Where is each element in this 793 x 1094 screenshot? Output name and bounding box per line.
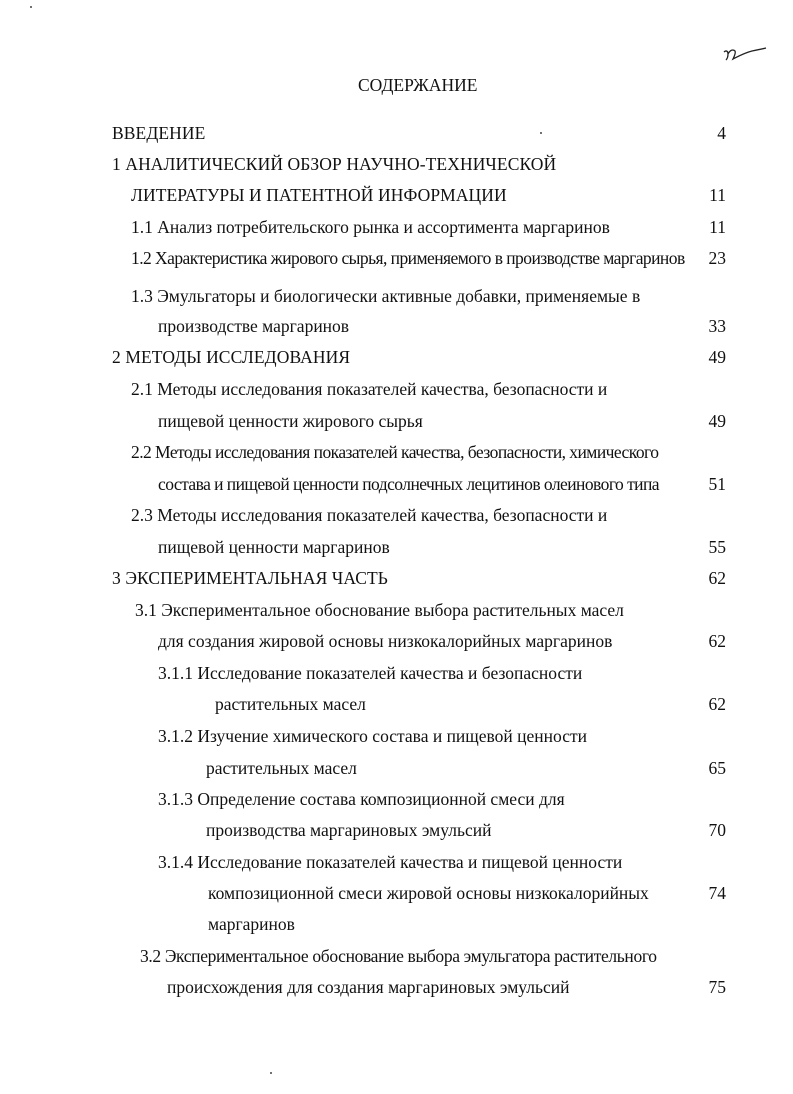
toc-entry-section-2-2-cont: состава и пищевой ценности подсолнечных лецитинов олеинового типа	[158, 474, 660, 494]
toc-page-number: 51	[708, 474, 726, 494]
toc-entry-section-3-1-3: 3.1.3 Определение состава композиционной смеси для	[158, 789, 565, 809]
toc-page-number: 65	[708, 758, 726, 778]
toc-entry-section-3-1-2: 3.1.2 Изучение химического состава и пищевой ценности	[158, 726, 588, 746]
toc-entry-section-1-3: 1.3 Эмульгаторы и биологически активные добавки, применяемые в	[131, 286, 641, 306]
toc-entry-section-3-2-cont: происхождения для создания маргариновых эмульсий	[167, 977, 570, 997]
toc-entry-section-3-1-4-cont2: маргаринов	[208, 914, 295, 934]
toc-page-number: 23	[708, 248, 726, 268]
toc-entry-chapter-1-cont: ЛИТЕРАТУРЫ И ПАТЕНТНОЙ ИНФОРМАЦИИ	[131, 185, 507, 205]
toc-entry-section-2-3-cont: пищевой ценности маргаринов	[158, 537, 390, 557]
toc-entry-section-3-1-4: 3.1.4 Исследование показателей качества и пищевой ценности	[158, 852, 623, 872]
toc-entry-section-3-1-3-cont: производства маргариновых эмульсий	[206, 820, 492, 840]
toc-entry-section-3-1-1-cont: растительных масел	[215, 694, 366, 714]
toc-page-number: 4	[717, 123, 726, 143]
toc-page-number: 70	[708, 820, 726, 840]
toc-entry-section-1-1: 1.1 Анализ потребительского рынка и ассортимента маргаринов	[131, 217, 610, 237]
toc-page-number: 49	[708, 347, 726, 367]
toc-entry-section-3-1-4-cont: композиционной смеси жировой основы низкокалорийных	[208, 883, 649, 903]
toc-entry-section-3-1-2-cont: растительных масел	[206, 758, 357, 778]
toc-page-number: 55	[708, 537, 726, 557]
toc-page-number: 62	[708, 631, 726, 651]
toc-entry-chapter-1: 1 АНАЛИТИЧЕСКИЙ ОБЗОР НАУЧНО-ТЕХНИЧЕСКОЙ	[112, 154, 557, 174]
toc-page-number: 74	[708, 883, 726, 903]
toc-entry-chapter-3: 3 ЭКСПЕРИМЕНТАЛЬНАЯ ЧАСТЬ	[112, 568, 388, 588]
toc-page-number: 75	[708, 977, 726, 997]
toc-page-number: 62	[708, 568, 726, 588]
toc-entry-section-2-1: 2.1 Методы исследования показателей качества, безопасности и	[131, 379, 608, 399]
toc-entry-introduction: ВВЕДЕНИЕ	[112, 123, 206, 143]
toc-entry-section-3-1-1: 3.1.1 Исследование показателей качества и безопасности	[158, 663, 583, 683]
page-title: СОДЕРЖАНИЕ	[358, 75, 478, 95]
toc-entry-section-2-1-cont: пищевой ценности жирового сырья	[158, 411, 423, 431]
toc-page-number: 11	[709, 185, 726, 205]
toc-entry-section-2-3: 2.3 Методы исследования показателей качества, безопасности и	[131, 505, 608, 525]
scan-speck	[270, 1072, 272, 1074]
toc-page-number: 49	[708, 411, 726, 431]
toc-entry-section-1-2: 1.2 Характеристика жирового сырья, применяемого в производстве маргаринов	[131, 248, 685, 268]
toc-entry-section-3-1: 3.1 Экспериментальное обоснование выбора растительных масел	[135, 600, 624, 620]
toc-page-number: 11	[709, 217, 726, 237]
scan-speck	[540, 132, 542, 134]
scan-speck	[30, 6, 32, 8]
toc-entry-chapter-2: 2 МЕТОДЫ ИССЛЕДОВАНИЯ	[112, 347, 351, 367]
toc-page-number: 62	[708, 694, 726, 714]
toc-entry-section-3-2: 3.2 Экспериментальное обоснование выбора эмульгатора растительного	[140, 946, 657, 966]
toc-page-number: 33	[708, 316, 726, 336]
toc-entry-section-2-2: 2.2 Методы исследования показателей качества, безопасности, химического	[131, 442, 659, 462]
toc-entry-section-3-1-cont: для создания жировой основы низкокалорийных маргаринов	[158, 631, 613, 651]
handwritten-page-mark	[722, 44, 768, 66]
toc-entry-section-1-3-cont: производстве маргаринов	[158, 316, 350, 336]
